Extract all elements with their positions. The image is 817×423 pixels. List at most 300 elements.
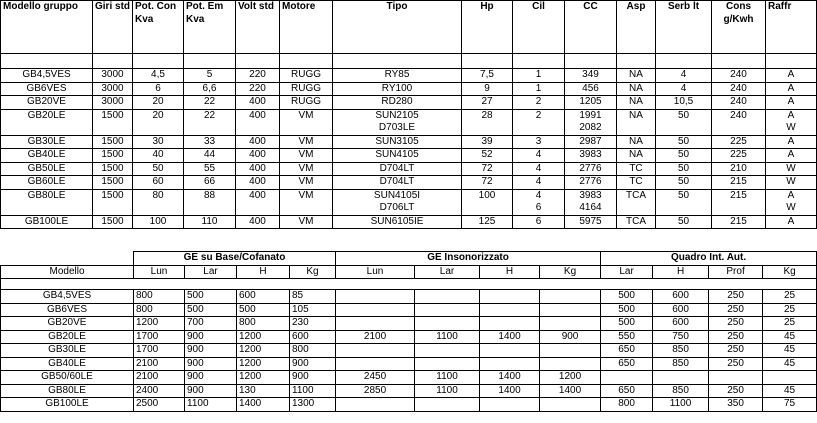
cell-cc xyxy=(565,176,617,190)
cell-raffr-line: A xyxy=(787,109,795,121)
cell-cc xyxy=(565,135,617,149)
cell-g2-0 xyxy=(336,290,415,304)
cell-raffr xyxy=(766,162,817,176)
cell-raffr xyxy=(766,69,817,83)
dimension-row xyxy=(1,290,817,304)
cell-motore: VM xyxy=(280,215,333,229)
cell-g2-1 xyxy=(415,290,480,304)
cell-g2-3 xyxy=(540,357,601,371)
cell-tipo-line: D703LE xyxy=(378,122,416,133)
cell-g2-3 xyxy=(540,344,601,358)
cell-raffr-line: A xyxy=(787,135,795,147)
cell-g2-3 xyxy=(540,317,601,331)
group-quadro: Quadro Int. Aut. xyxy=(601,252,817,266)
cell-giri: 1500 xyxy=(93,162,133,176)
cell-cil-line: 4 xyxy=(535,176,542,187)
cell-cons: 240 xyxy=(712,109,766,135)
cell-asp: NA xyxy=(617,135,656,149)
cell-g3-2: 250 xyxy=(709,317,763,331)
cell-cil xyxy=(513,149,565,163)
cell-serb: 50 xyxy=(656,162,712,176)
cell-raffr xyxy=(766,189,817,215)
cell-g1-3: 85 xyxy=(290,290,336,304)
cell-asp: TC xyxy=(617,162,656,176)
cell-pot-em: 66 xyxy=(184,176,236,190)
cell-g3-0: 650 xyxy=(601,357,653,371)
sub-header-row xyxy=(1,265,817,279)
subheader-sub2-1: Lar xyxy=(415,265,480,279)
cell-cil-line: 6 xyxy=(535,215,542,227)
cell-g3-2 xyxy=(709,371,763,385)
cell-volt: 400 xyxy=(236,215,280,229)
cell-cil-line: 4 xyxy=(535,149,542,160)
cell-g3-1: 850 xyxy=(653,344,709,358)
cell-cil-line: 6 xyxy=(535,202,542,213)
cell-modello: GB40LE xyxy=(1,357,134,371)
cell-hp: 9 xyxy=(462,82,513,96)
cell-modello: GB20VE xyxy=(1,96,93,110)
header-modello: Modello gruppo xyxy=(1,1,93,54)
cell-pot-em: 22 xyxy=(184,96,236,110)
cell-g1-1: 1100 xyxy=(185,398,237,412)
cell-g2-2 xyxy=(480,317,540,331)
cell-g2-2 xyxy=(480,290,540,304)
cell-raffr-line: W xyxy=(786,176,796,187)
cell-g3-2: 250 xyxy=(709,303,763,317)
cell-g1-2: 1200 xyxy=(237,371,290,385)
cell-g2-2 xyxy=(480,357,540,371)
cell-serb: 50 xyxy=(656,189,712,215)
cell-g2-2: 1400 xyxy=(480,330,540,344)
cell-cil xyxy=(513,109,565,135)
cell-g2-2 xyxy=(480,344,540,358)
cell-g2-2 xyxy=(480,303,540,317)
cell-g3-0: 500 xyxy=(601,290,653,304)
cell-cil xyxy=(513,82,565,96)
cell-g2-3: 1400 xyxy=(540,384,601,398)
cell-modello: GB50/60LE xyxy=(1,371,134,385)
spec-row xyxy=(1,162,817,176)
cell-cc-line: 2082 xyxy=(579,122,602,133)
cell-raffr-line: W xyxy=(786,162,796,174)
cell-g1-1: 900 xyxy=(185,344,237,358)
cell-g1-3: 1300 xyxy=(290,398,336,412)
header-asp: Asp xyxy=(617,1,656,54)
cell-cil xyxy=(513,189,565,215)
cell-raffr xyxy=(766,149,817,163)
cell-g2-0 xyxy=(336,344,415,358)
cell-cil xyxy=(513,176,565,190)
cell-g3-3: 75 xyxy=(763,398,817,412)
cell-volt: 400 xyxy=(236,96,280,110)
cell-hp: 7,5 xyxy=(462,69,513,83)
cell-cil-line: 1 xyxy=(535,82,542,94)
cell-raffr-line: A xyxy=(787,189,795,201)
cell-g3-2: 250 xyxy=(709,290,763,304)
cell-serb: 50 xyxy=(656,149,712,163)
cell-pot-em: 22 xyxy=(184,109,236,135)
cell-cc xyxy=(565,149,617,163)
cell-pot-em: 6,6 xyxy=(184,82,236,96)
cell-g1-0: 1200 xyxy=(134,317,185,331)
cell-tipo-line: RY85 xyxy=(384,69,410,80)
dimension-row xyxy=(1,317,817,331)
cell-cc-line: 3983 xyxy=(579,189,602,201)
cell-serb: 50 xyxy=(656,109,712,135)
cell-giri: 1500 xyxy=(93,149,133,163)
cell-g3-3: 45 xyxy=(763,330,817,344)
cell-cons: 215 xyxy=(712,176,766,190)
cell-g1-0: 1700 xyxy=(134,344,185,358)
cell-tipo-line: D704LT xyxy=(379,176,415,187)
cell-g2-1 xyxy=(415,344,480,358)
cell-g3-2: 350 xyxy=(709,398,763,412)
cell-g2-1: 1100 xyxy=(415,371,480,385)
cell-modello: GB6VES xyxy=(1,82,93,96)
cell-asp: TC xyxy=(617,176,656,190)
cell-tipo-line: D704LT xyxy=(379,162,415,174)
cell-g2-1 xyxy=(415,303,480,317)
cell-cons: 240 xyxy=(712,96,766,110)
cell-g1-3: 900 xyxy=(290,371,336,385)
cell-modello: GB40LE xyxy=(1,149,93,163)
cell-serb: 4 xyxy=(656,82,712,96)
cell-g2-0: 2850 xyxy=(336,384,415,398)
cell-modello: GB100LE xyxy=(1,215,93,229)
cell-g2-2: 1400 xyxy=(480,371,540,385)
cell-g3-0: 650 xyxy=(601,344,653,358)
cell-asp: NA xyxy=(617,69,656,83)
dimension-row xyxy=(1,357,817,371)
cell-g1-0: 2100 xyxy=(134,371,185,385)
cell-volt: 400 xyxy=(236,149,280,163)
cell-tipo-line: SUN3105 xyxy=(375,135,419,147)
cell-g1-2: 1400 xyxy=(237,398,290,412)
cell-serb: 50 xyxy=(656,135,712,149)
spec-row xyxy=(1,149,817,163)
cell-tipo xyxy=(333,82,462,96)
cell-g3-0: 500 xyxy=(601,317,653,331)
cell-cil-line: 4 xyxy=(535,189,542,201)
cell-modello: GB6VES xyxy=(1,303,134,317)
cell-g3-1: 750 xyxy=(653,330,709,344)
cell-g2-0 xyxy=(336,357,415,371)
cell-g1-2: 1200 xyxy=(237,330,290,344)
cell-volt: 400 xyxy=(236,176,280,190)
cell-g3-3: 25 xyxy=(763,303,817,317)
cell-g1-1: 500 xyxy=(185,303,237,317)
cell-pot-con: 30 xyxy=(133,135,184,149)
cell-raffr-line: W xyxy=(786,202,796,213)
cell-pot-con: 40 xyxy=(133,149,184,163)
cell-g1-1: 900 xyxy=(185,371,237,385)
spacer-row xyxy=(1,279,817,290)
cell-g2-3: 1200 xyxy=(540,371,601,385)
cell-g1-0: 1700 xyxy=(134,330,185,344)
dimension-row xyxy=(1,384,817,398)
cell-tipo-line: RD280 xyxy=(381,96,413,107)
cell-cil xyxy=(513,69,565,83)
cell-giri: 3000 xyxy=(93,69,133,83)
cell-pot-em: 5 xyxy=(184,69,236,83)
subheader-sub3-2: Prof xyxy=(709,265,763,279)
cell-raffr xyxy=(766,135,817,149)
subheader-sub1-1: Lar xyxy=(185,265,237,279)
cell-hp: 72 xyxy=(462,176,513,190)
cell-g1-1: 500 xyxy=(185,290,237,304)
cell-raffr-line: W xyxy=(786,122,796,133)
cell-g1-2: 800 xyxy=(237,317,290,331)
cell-hp: 27 xyxy=(462,96,513,110)
cell-g1-2: 1200 xyxy=(237,344,290,358)
cell-cons: 240 xyxy=(712,82,766,96)
cell-serb: 4 xyxy=(656,69,712,83)
cell-g3-0 xyxy=(601,371,653,385)
cell-motore: RUGG xyxy=(280,82,333,96)
cell-cc-line: 5975 xyxy=(579,215,602,227)
cell-g3-2: 250 xyxy=(709,344,763,358)
subheader-sub3-1: H xyxy=(653,265,709,279)
cell-tipo-line: SUN2105 xyxy=(375,109,419,121)
header-hp: Hp xyxy=(462,1,513,54)
cell-giri: 3000 xyxy=(93,82,133,96)
subheader-sub2-0: Lun xyxy=(336,265,415,279)
cell-tipo xyxy=(333,162,462,176)
subheader-sub3-0: Lar xyxy=(601,265,653,279)
cell-cil-line: 4 xyxy=(535,162,542,174)
cell-g3-1: 600 xyxy=(653,317,709,331)
cell-g2-1: 1100 xyxy=(415,384,480,398)
header-pot-em: Pot. Em Kva xyxy=(184,1,236,54)
cell-cc-line: 456 xyxy=(582,82,599,94)
cell-modello: GB80LE xyxy=(1,189,93,215)
cell-pot-con: 20 xyxy=(133,109,184,135)
cell-volt: 220 xyxy=(236,82,280,96)
cell-cons: 240 xyxy=(712,69,766,83)
cell-tipo xyxy=(333,96,462,110)
cell-pot-con: 60 xyxy=(133,176,184,190)
cell-pot-con: 80 xyxy=(133,189,184,215)
cell-g1-2: 500 xyxy=(237,303,290,317)
cell-cons: 215 xyxy=(712,215,766,229)
cell-g1-0: 2500 xyxy=(134,398,185,412)
cell-cil-line: 2 xyxy=(535,96,542,107)
cell-g2-1 xyxy=(415,357,480,371)
cell-raffr-line: A xyxy=(787,69,795,80)
cell-cil xyxy=(513,162,565,176)
cell-g3-1: 850 xyxy=(653,357,709,371)
cell-cc xyxy=(565,109,617,135)
cell-asp: TCA xyxy=(617,189,656,215)
cell-motore: RUGG xyxy=(280,96,333,110)
cell-g3-3: 25 xyxy=(763,317,817,331)
cell-g1-1: 700 xyxy=(185,317,237,331)
cell-g1-2: 600 xyxy=(237,290,290,304)
cell-raffr-line: A xyxy=(787,82,795,94)
spec-row xyxy=(1,176,817,190)
cell-g3-2: 250 xyxy=(709,357,763,371)
cell-g1-3: 105 xyxy=(290,303,336,317)
spec-row xyxy=(1,215,817,229)
cell-giri: 1500 xyxy=(93,135,133,149)
spec-row xyxy=(1,82,817,96)
cell-g2-0: 2100 xyxy=(336,330,415,344)
header-motore: Motore xyxy=(280,1,333,54)
subheader-sub3-3: Kg xyxy=(763,265,817,279)
cell-cc-line: 1205 xyxy=(579,96,602,107)
subheader-sub1-0: Lun xyxy=(134,265,185,279)
cell-modello: GB80LE xyxy=(1,384,134,398)
cell-g2-2 xyxy=(480,398,540,412)
cell-raffr xyxy=(766,96,817,110)
cell-g1-1: 900 xyxy=(185,384,237,398)
header-tipo: Tipo xyxy=(333,1,462,54)
cell-pot-em: 44 xyxy=(184,149,236,163)
dimension-row xyxy=(1,344,817,358)
header-raffr: Raffr xyxy=(766,1,817,54)
dimension-row xyxy=(1,398,817,412)
cell-g2-3 xyxy=(540,398,601,412)
cell-g1-0: 2100 xyxy=(134,357,185,371)
cell-raffr xyxy=(766,82,817,96)
cell-g1-1: 900 xyxy=(185,330,237,344)
cell-tipo-line: RY100 xyxy=(381,82,413,94)
cell-hp: 72 xyxy=(462,162,513,176)
cell-pot-con: 4,5 xyxy=(133,69,184,83)
cell-cc-line: 2987 xyxy=(579,135,602,147)
header-cons: Cons g/Kwh xyxy=(712,1,766,54)
cell-volt: 400 xyxy=(236,189,280,215)
cell-volt: 400 xyxy=(236,135,280,149)
cell-cc-line: 1991 xyxy=(579,109,602,121)
cell-pot-em: 88 xyxy=(184,189,236,215)
cell-g2-3 xyxy=(540,303,601,317)
cell-pot-em: 33 xyxy=(184,135,236,149)
dimension-row xyxy=(1,330,817,344)
cell-g3-1: 600 xyxy=(653,303,709,317)
cell-hp: 52 xyxy=(462,149,513,163)
cell-g2-1 xyxy=(415,317,480,331)
cell-modello: GB20VE xyxy=(1,317,134,331)
cell-cc-line: 2776 xyxy=(579,176,602,187)
cell-raffr-line: A xyxy=(787,215,795,227)
spacer-row xyxy=(1,54,817,69)
dimension-row xyxy=(1,303,817,317)
cell-tipo xyxy=(333,176,462,190)
cell-g2-1: 1100 xyxy=(415,330,480,344)
cell-cil xyxy=(513,215,565,229)
cell-hp: 39 xyxy=(462,135,513,149)
cell-pot-con: 20 xyxy=(133,96,184,110)
cell-g3-0: 550 xyxy=(601,330,653,344)
spec-row xyxy=(1,109,817,135)
cell-g3-1 xyxy=(653,371,709,385)
cell-tipo xyxy=(333,149,462,163)
cell-cil-line: 1 xyxy=(535,69,542,80)
cell-raffr xyxy=(766,176,817,190)
cell-g3-1: 600 xyxy=(653,290,709,304)
cell-raffr-line: A xyxy=(787,96,795,107)
cell-modello: GB100LE xyxy=(1,398,134,412)
cell-g2-3: 900 xyxy=(540,330,601,344)
cell-cil-line: 3 xyxy=(535,135,542,147)
cell-cc xyxy=(565,215,617,229)
cell-g2-0 xyxy=(336,303,415,317)
cell-cons: 225 xyxy=(712,135,766,149)
cell-tipo xyxy=(333,109,462,135)
cell-pot-con: 100 xyxy=(133,215,184,229)
cell-modello: GB4,5VES xyxy=(1,290,134,304)
cell-g3-3: 25 xyxy=(763,290,817,304)
cell-cil-line xyxy=(515,122,562,135)
cell-asp: NA xyxy=(617,96,656,110)
cell-g1-2: 130 xyxy=(237,384,290,398)
cell-cil-line: 2 xyxy=(535,109,542,121)
spec-row xyxy=(1,69,817,83)
cell-tipo-line: D706LT xyxy=(379,202,415,213)
cell-pot-con: 6 xyxy=(133,82,184,96)
cell-g1-3: 800 xyxy=(290,344,336,358)
cell-tipo xyxy=(333,69,462,83)
cell-g3-0: 650 xyxy=(601,384,653,398)
header-cc: CC xyxy=(565,1,617,54)
header-giri: Giri std xyxy=(93,1,133,54)
cell-g3-1: 1100 xyxy=(653,398,709,412)
header-volt: Volt std xyxy=(236,1,280,54)
cell-cc-line: 3983 xyxy=(579,149,602,160)
cell-pot-con: 50 xyxy=(133,162,184,176)
group-ge-insonorizzato: GE Insonorizzato xyxy=(336,252,601,266)
cell-modello: GB30LE xyxy=(1,135,93,149)
cell-hp: 125 xyxy=(462,215,513,229)
cell-volt: 400 xyxy=(236,162,280,176)
spec-header-row xyxy=(1,1,817,54)
cell-g3-1: 850 xyxy=(653,384,709,398)
cell-modello: GB20LE xyxy=(1,109,93,135)
cell-cc xyxy=(565,189,617,215)
cell-giri: 1500 xyxy=(93,215,133,229)
cell-cons: 210 xyxy=(712,162,766,176)
cell-cil xyxy=(513,96,565,110)
cell-raffr xyxy=(766,109,817,135)
cell-motore: VM xyxy=(280,135,333,149)
cell-g3-2: 250 xyxy=(709,384,763,398)
cell-cons: 225 xyxy=(712,149,766,163)
cell-g1-3: 900 xyxy=(290,357,336,371)
cell-g2-3 xyxy=(540,290,601,304)
group-header-row xyxy=(1,252,817,266)
dimensions-table xyxy=(0,251,817,412)
cell-cc-line: 349 xyxy=(582,69,599,80)
header-serb: Serb lt xyxy=(656,1,712,54)
cell-g3-0: 500 xyxy=(601,303,653,317)
subheader-sub2-2: H xyxy=(480,265,540,279)
cell-g2-0 xyxy=(336,398,415,412)
cell-g2-2: 1400 xyxy=(480,384,540,398)
spec-row xyxy=(1,189,817,215)
cell-volt: 220 xyxy=(236,69,280,83)
cell-asp: NA xyxy=(617,149,656,163)
cell-giri: 1500 xyxy=(93,189,133,215)
cell-cc xyxy=(565,69,617,83)
spec-row xyxy=(1,135,817,149)
cell-asp: TCA xyxy=(617,215,656,229)
cell-g2-0 xyxy=(336,317,415,331)
cell-tipo xyxy=(333,135,462,149)
cell-motore: VM xyxy=(280,189,333,215)
cell-modello: GB4,5VES xyxy=(1,69,93,83)
cell-g3-0: 800 xyxy=(601,398,653,412)
